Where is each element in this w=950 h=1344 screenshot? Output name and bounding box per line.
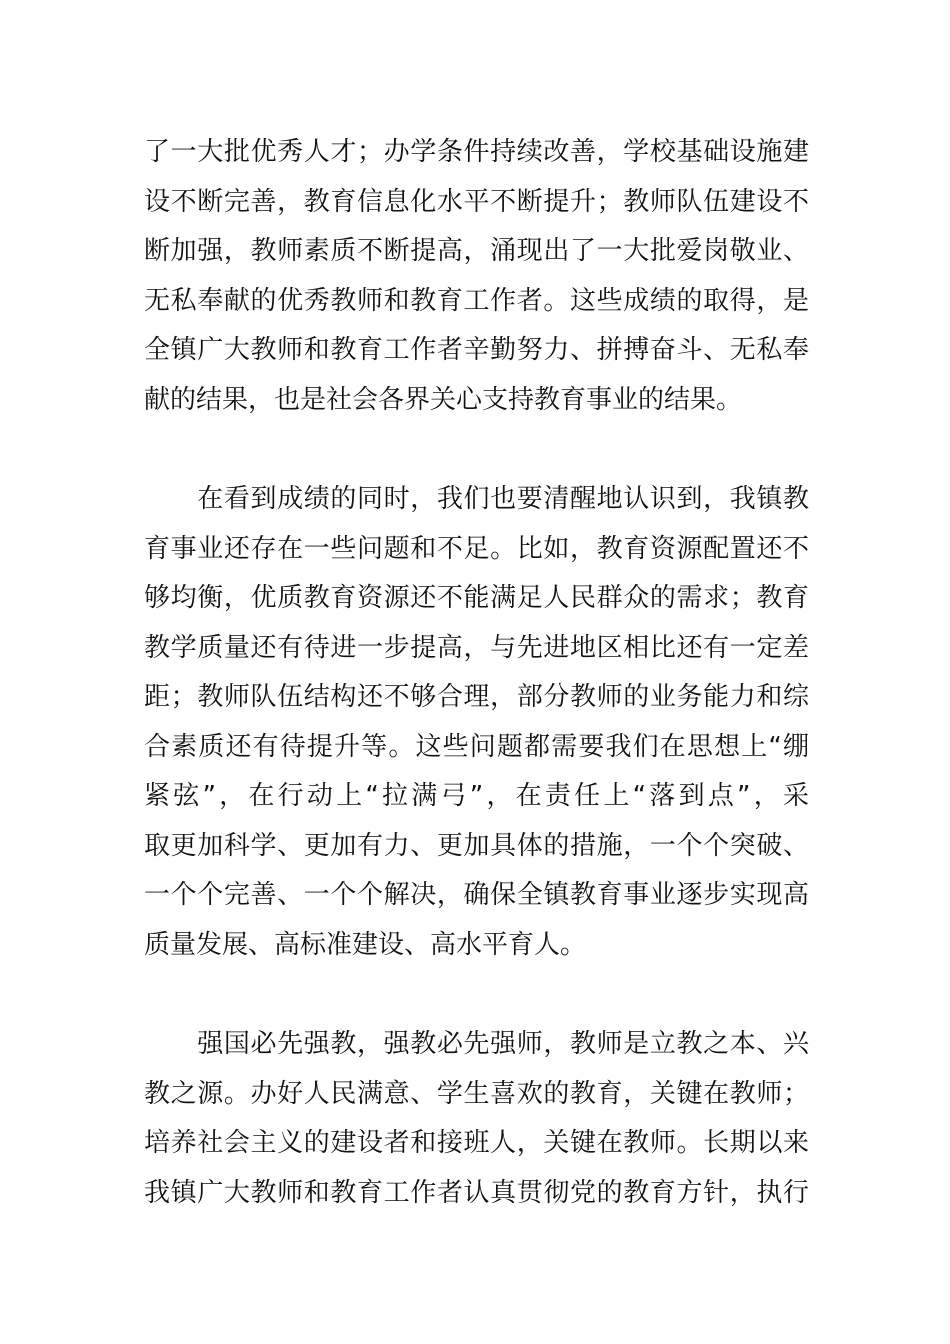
text-line: 献的结果，也是社会各界关心支持教育事业的结果。	[144, 384, 743, 415]
text-line: 了一大批优秀人才；办学条件持续改善，学校基础设施建	[144, 137, 809, 167]
text-line: 教学质量还有待进一步提高，与先进地区相比还有一定差	[144, 632, 809, 663]
paragraph-1	[144, 128, 809, 425]
text-line: 强国必先强教，强教必先强师，教师是立教之本、兴	[144, 1029, 809, 1059]
text-line: 教之源。办好人民满意、学生喜欢的教育，关键在教师；	[144, 1078, 809, 1109]
text-line: 够均衡，优质教育资源还不能满足人民群众的需求；教育	[144, 583, 809, 613]
text-line: 设不断完善，教育信息化水平不断提升；教师队伍建设不	[144, 186, 809, 217]
text-line: 培养社会主义的建设者和接班人，关键在教师。长期以来	[144, 1128, 809, 1158]
text-line: 育事业还存在一些问题和不足。比如，教育资源配置还不	[144, 533, 809, 564]
text-line: 紧弦”，在行动上“拉满弓”，在责任上“落到点”，采	[144, 781, 809, 811]
paragraph-2	[144, 475, 809, 970]
text-line: 全镇广大教师和教育工作者辛勤努力、拼搏奋斗、无私奉	[144, 335, 809, 365]
body-text	[144, 128, 809, 1218]
text-line: 无私奉献的优秀教师和教育工作者。这些成绩的取得，是	[144, 285, 809, 316]
paragraph-3	[144, 1020, 809, 1218]
text-line: 一个个完善、一个个解决，确保全镇教育事业逐步实现高	[144, 880, 809, 910]
text-line: 距；教师队伍结构还不够合理，部分教师的业务能力和综	[144, 682, 809, 712]
text-line: 断加强，教师素质不断提高，涌现出了一大批爱岗敬业、	[144, 236, 809, 266]
text-line: 在看到成绩的同时，我们也要清醒地认识到，我镇教	[144, 484, 809, 514]
text-line: 质量发展、高标准建设、高水平育人。	[144, 929, 587, 960]
text-line: 取更加科学、更加有力、更加具体的措施，一个个突破、	[144, 830, 809, 861]
text-line: 我镇广大教师和教育工作者认真贯彻党的教育方针，执行	[144, 1177, 809, 1208]
text-line: 合素质还有待提升等。这些问题都需要我们在思想上“绷	[144, 731, 809, 762]
